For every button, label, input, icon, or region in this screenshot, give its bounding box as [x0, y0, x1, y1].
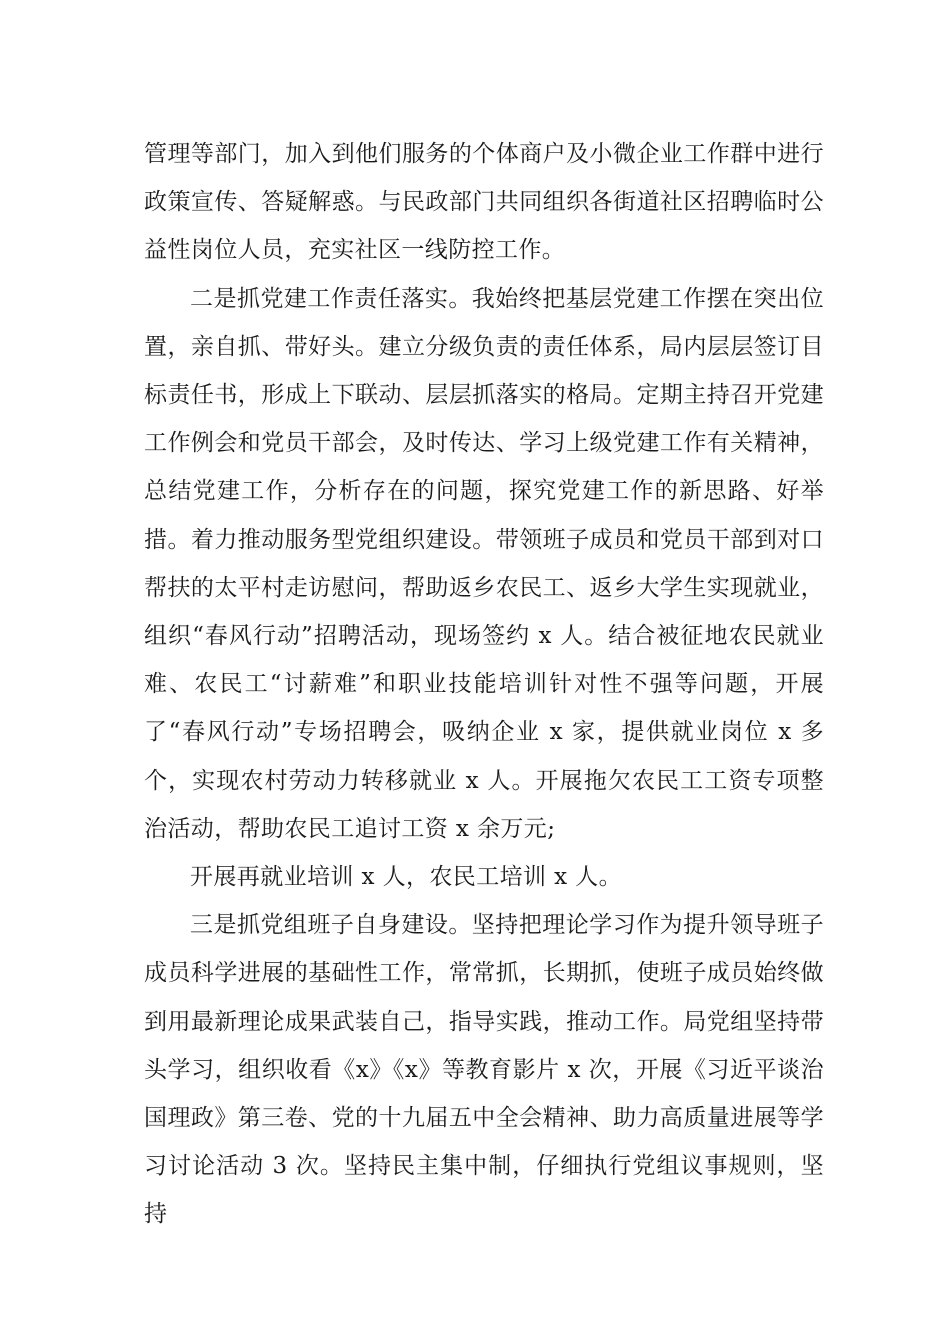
paragraph-3: 开展再就业培训 x 人，农民工培训 x 人。: [190, 864, 622, 891]
paragraph-4: 三是抓党组班子自身建设。坚持把理论学习作为提升领导班子成员科学进展的基础性工作，常常抓，长期抓，使班子成员始终做到用最新理论成果武装自己，指导实践，推动工作。局党组坚持带头学习，组织收看《x》《x》等教育影片 x 次，开展《习近平谈治国理政》第三卷、党的十九届五中全会精神、助力高质量进展等学习讨论活动 3 次。坚持民主集中制，仔细执行党组议事规则，坚持: [144, 912, 824, 1228]
paragraph-1: 管理等部门，加入到他们服务的个体商户及小微企业工作群中进行政策宣传、答疑解惑。与民政部门共同组织各街道社区招聘临时公益性岗位人员，充实社区一线防控工作。: [144, 141, 824, 264]
document-body: [144, 130, 824, 1239]
paragraph-2: 二是抓党建工作责任落实。我始终把基层党建工作摆在突出位置，亲自抓、带好头。建立分级负责的责任体系，局内层层签订目标责任书，形成上下联动、层层抓落实的格局。定期主持召开党建工作例会和党员干部会，及时传达、学习上级党建工作有关精神，总结党建工作，分析存在的问题，探究党建工作的新思路、好举措。着力推动服务型党组织建设。带领班子成员和党员干部到对口帮扶的太平村走访慰问，帮助返乡农民工、返乡大学生实现就业，组织“春风行动”招聘活动，现场签约 x 人。结合被征地农民就业难、农民工“讨薪难”和职业技能培训针对性不强等问题，开展了“春风行动”专场招聘会，吸纳企业 x 家，提供就业岗位 x 多个，实现农村劳动力转移就业 x 人。开展拖欠农民工工资专项整治活动，帮助农民工追讨工资 x 余万元;: [144, 285, 824, 842]
